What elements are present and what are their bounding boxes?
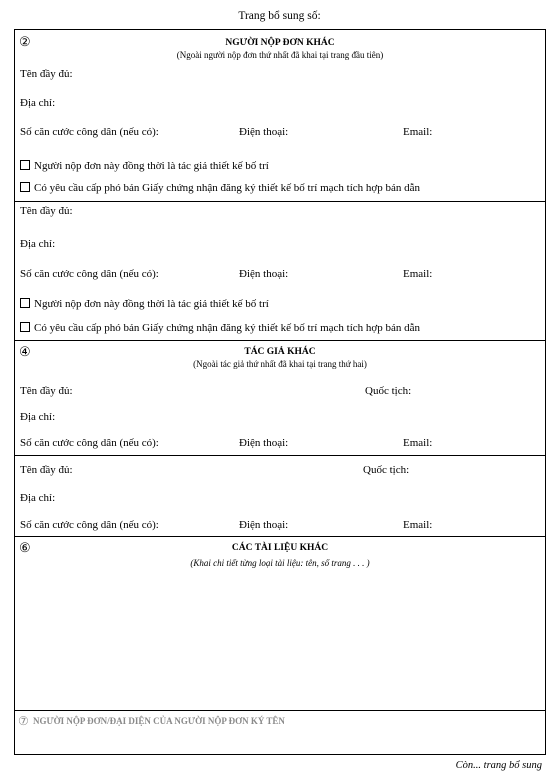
email-label: Email:: [403, 126, 433, 138]
full-name-label: Tên đầy đủ:: [20, 464, 73, 476]
section-number: ⑥: [19, 540, 31, 555]
section-number: ⑦: [18, 714, 29, 728]
section-title: TÁC GIẢ KHÁC: [244, 347, 316, 357]
section-title: NGƯỜI NỘP ĐƠN/ĐẠI DIỆN CỦA NGƯỜI NỘP ĐƠN KÝ TÊN: [33, 716, 285, 726]
address-label: Địa chỉ:: [20, 411, 56, 423]
section-title: CÁC TÀI LIỆU KHÁC: [231, 543, 329, 553]
author-checkbox-row[interactable]: [20, 298, 269, 310]
address-label: Địa chỉ:: [20, 492, 56, 504]
copy-request-checkbox-row[interactable]: [20, 182, 420, 194]
id-card-label: Số căn cước công dân (nếu có):: [20, 268, 159, 280]
author-checkbox-row[interactable]: [20, 160, 269, 172]
full-name-label: Tên đầy đủ:: [20, 205, 73, 217]
address-label: Địa chỉ:: [20, 97, 56, 109]
email-label: Email:: [403, 268, 433, 280]
email-label: Email:: [403, 519, 433, 531]
address-label: Địa chỉ:: [20, 238, 56, 250]
checkbox-label: Người nộp đơn này đồng thời là tác giả thiết kế bố trí: [34, 298, 269, 310]
author-section: [15, 340, 545, 455]
footer-note: Còn... trang bổ sung: [455, 760, 542, 771]
full-name-label: Tên đầy đủ:: [20, 68, 73, 80]
page-header: Trang bổ sung số:: [238, 10, 321, 22]
id-card-label: Số căn cước công dân (nếu có):: [20, 519, 159, 531]
section-title: NGƯỜI NỘP ĐƠN KHÁC: [225, 38, 335, 48]
id-card-label: Số căn cước công dân (nếu có):: [20, 437, 159, 449]
section-subtitle: (Ngoài người nộp đơn thứ nhất đã khai tại trang đầu tiên): [176, 50, 384, 60]
checkbox[interactable]: [20, 322, 30, 332]
nationality-label: Quốc tịch:: [363, 464, 410, 476]
checkbox[interactable]: [20, 160, 30, 170]
checkbox-label: Có yêu cầu cấp phó bản Giấy chứng nhận đăng ký thiết kế bố trí mạch tích hợp bán dẫn: [34, 322, 420, 334]
section-number: ④: [19, 344, 31, 359]
checkbox[interactable]: [20, 182, 30, 192]
section-subtitle: (Khai chi tiết từng loại tài liệu: tên, số trang . . . ): [190, 558, 370, 568]
email-label: Email:: [403, 437, 433, 449]
author-block-2: [15, 455, 545, 536]
copy-request-checkbox-row[interactable]: [20, 322, 420, 334]
signature-section: [15, 710, 545, 755]
phone-label: Điện thoại:: [239, 519, 289, 531]
applicant-section: [15, 30, 545, 201]
checkbox[interactable]: [20, 298, 30, 308]
documents-section: [15, 536, 545, 710]
phone-label: Điện thoại:: [239, 437, 289, 449]
nationality-label: Quốc tịch:: [365, 385, 412, 397]
checkbox-label: Người nộp đơn này đồng thời là tác giả thiết kế bố trí: [34, 160, 269, 172]
section-number: ②: [19, 34, 31, 49]
full-name-label: Tên đầy đủ:: [20, 385, 73, 397]
applicant-block-2: [15, 201, 545, 340]
form-box: [14, 29, 546, 755]
section-subtitle: (Ngoài tác giả thứ nhất đã khai tại trang thứ hai): [193, 359, 367, 369]
checkbox-label: Có yêu cầu cấp phó bản Giấy chứng nhận đăng ký thiết kế bố trí mạch tích hợp bán dẫn: [34, 182, 420, 194]
id-card-label: Số căn cước công dân (nếu có):: [20, 126, 159, 138]
phone-label: Điện thoại:: [239, 126, 289, 138]
phone-label: Điện thoại:: [239, 268, 289, 280]
